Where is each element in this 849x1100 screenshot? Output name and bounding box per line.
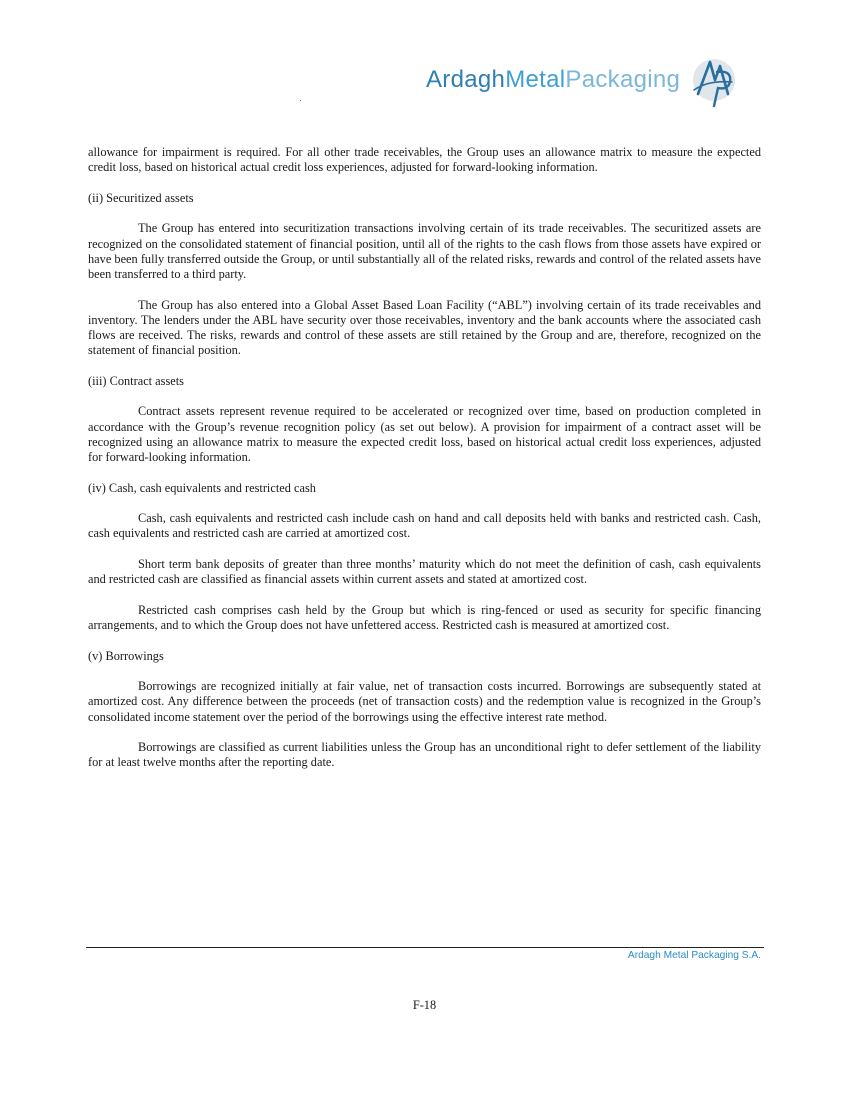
securitized-paragraph-1: The Group has entered into securitization transactions involving certain of its trade receivables. The securitized assets are recognized on the consolidated statement of financial position, until all of the rights to the cash flows from those assets have expired or have been fully transferred outside the Group, or until substantially all of the related risks, rewards and control of the related assets have been transferred to a third party. bbox=[88, 221, 761, 281]
amp-logo-icon bbox=[684, 50, 744, 110]
contract-assets-paragraph: Contract assets represent revenue required to be accelerated or recognized over time, based on production completed in accordance with the Group’s revenue recognition policy (as set out below). A provision for impairment of a contract asset will be recognized using an allowance matrix to measure the expected credit loss, based on historical actual credit loss experiences, adjusted for forward-looking information. bbox=[88, 404, 761, 464]
securitized-paragraph-2: The Group has also entered into a Global Asset Based Loan Facility (“ABL”) involving certain of its trade receivables and inventory. The lenders under the ABL have security over those receivables, inventory and the bank accounts where the associated cash flows are received. The risks, rewards and control of these assets are still retained by the Group and are, therefore, recognized on the statement of financial position. bbox=[88, 297, 761, 358]
header-logo bbox=[426, 50, 744, 110]
continuation-paragraph: allowance for impairment is required. For all other trade receivables, the Group uses an allowance matrix to measure the expected credit loss, based on historical actual credit loss experiences, adjusted for forward-looking information. bbox=[88, 145, 761, 175]
footer-divider bbox=[86, 947, 764, 948]
section-heading-cash: (iv) Cash, cash equivalents and restricted cash bbox=[88, 480, 316, 495]
cash-paragraph-3: Restricted cash comprises cash held by the Group but which is ring-fenced or used as security for specific financing arrangements, and to which the Group does not have unfettered access. Restricted cash is measured at amortized cost. bbox=[88, 602, 761, 632]
section-heading-contract-assets: (iii) Contract assets bbox=[88, 373, 184, 388]
section-heading-securitized-assets: (ii) Securitized assets bbox=[88, 190, 194, 205]
document-body bbox=[88, 145, 761, 771]
footer-company-name: Ardagh Metal Packaging S.A. bbox=[627, 950, 761, 961]
borrowings-paragraph-1: Borrowings are recognized initially at fair value, net of transaction costs incurred. Borrowings are subsequently stated at amortized cost. Any difference between the proceeds (net of transaction costs) and the redemption value is recognized in the Group’s consolidated income statement over the period of the borrowings using the effective interest rate method. bbox=[88, 679, 761, 724]
section-heading-borrowings: (v) Borrowings bbox=[88, 648, 164, 663]
cash-paragraph-2: Short term bank deposits of greater than three months’ maturity which do not meet the definition of cash, cash equivalents and restricted cash are classified as financial assets within current assets and stated at amortized cost. bbox=[88, 556, 761, 587]
logo-wordmark: ArdaghMetalPackaging bbox=[426, 66, 681, 93]
borrowings-paragraph-2: Borrowings are classified as current liabilities unless the Group has an unconditional right to defer settlement of the liability for at least twelve months after the reporting date. bbox=[88, 740, 761, 770]
stray-mark bbox=[300, 100, 301, 101]
cash-paragraph-1: Cash, cash equivalents and restricted cash include cash on hand and call deposits held with banks and restricted cash. Cash, cash equivalents and restricted cash are carried at amortized cost. bbox=[88, 511, 761, 541]
page-number: F-18 bbox=[412, 998, 437, 1012]
